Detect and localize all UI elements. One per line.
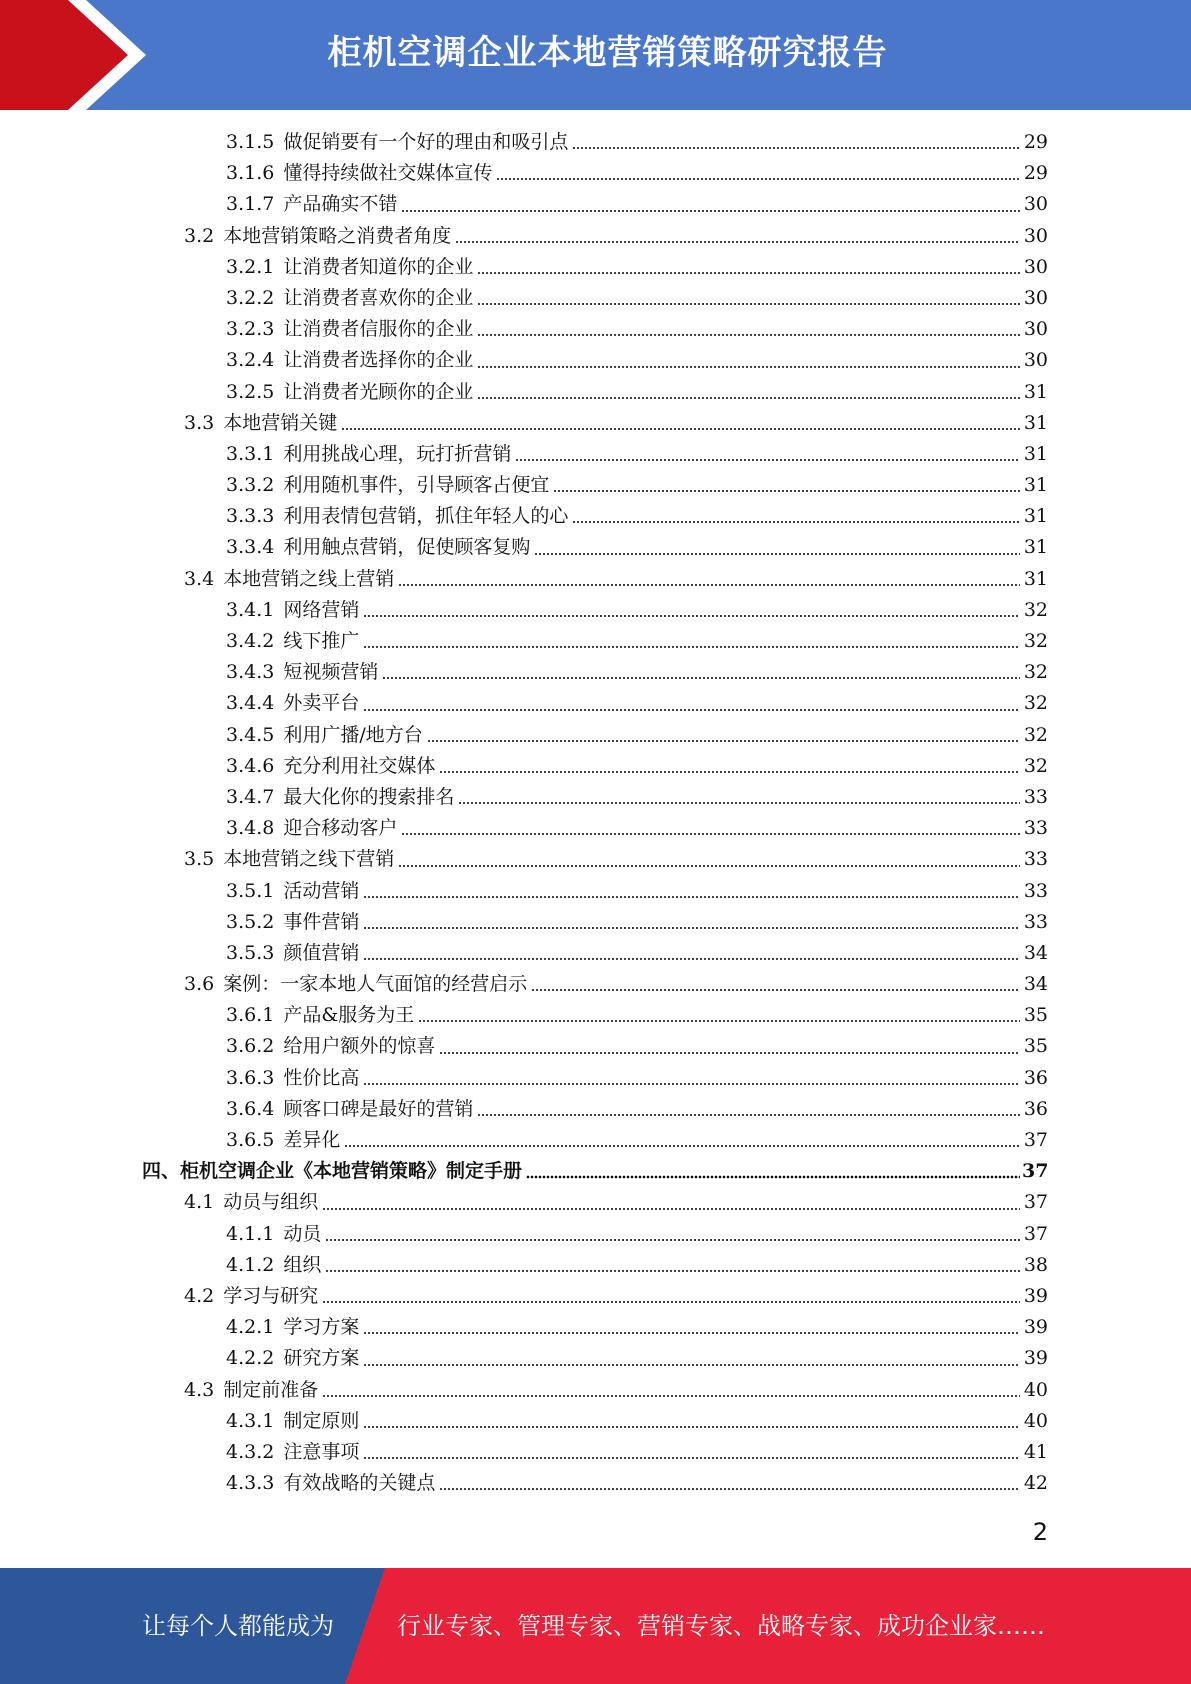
toc-entry-number: 3.5.3 bbox=[226, 941, 275, 964]
toc-entry[interactable] bbox=[0, 158, 1191, 189]
toc-entry-number: 3.4.4 bbox=[226, 692, 275, 715]
footer-slogan-left: 让每个人都能成为 bbox=[142, 1612, 334, 1640]
toc-entry-number: 3.4.3 bbox=[226, 661, 275, 684]
toc-entry-title: 利用随机事件，引导顾客占便宜 bbox=[283, 474, 550, 497]
toc-entry-page: 40 bbox=[1023, 1378, 1048, 1401]
toc-entry[interactable] bbox=[0, 1437, 1191, 1468]
toc-entry-number: 3.6.5 bbox=[226, 1129, 275, 1151]
toc-entry-title: 动员 bbox=[283, 1222, 322, 1245]
toc-dot-leader bbox=[363, 614, 1020, 618]
toc-entry-title: 充分利用社交媒体 bbox=[283, 754, 436, 777]
toc-entry-page: 32 bbox=[1023, 723, 1048, 746]
toc-entry-page: 32 bbox=[1023, 692, 1048, 715]
toc-entry-page: 30 bbox=[1023, 286, 1048, 309]
toc-entry-title: 利用表情包营销，抓住年轻人的心 bbox=[283, 505, 569, 528]
toc-entry-title: 产品&服务为王 bbox=[283, 1004, 415, 1027]
toc-entry[interactable] bbox=[0, 189, 1191, 220]
toc-entry[interactable] bbox=[0, 782, 1191, 813]
toc-entry-page: 39 bbox=[1023, 1347, 1048, 1370]
toc-entry-number: 3.2.2 bbox=[226, 286, 275, 309]
toc-entry[interactable] bbox=[0, 657, 1191, 688]
toc-dot-leader bbox=[363, 708, 1020, 712]
toc-dot-leader bbox=[325, 1238, 1020, 1242]
toc-entry-number: 3.3.3 bbox=[226, 505, 275, 528]
toc-entry-page: 36 bbox=[1023, 1097, 1048, 1120]
toc-entry-number: 3.1.7 bbox=[226, 193, 275, 216]
toc-entry-number: 3.4.8 bbox=[226, 817, 275, 840]
report-title: 柜机空调企业本地营销策略研究报告 bbox=[327, 33, 888, 73]
toc-dot-leader bbox=[572, 146, 1020, 150]
toc-entry-page: 31 bbox=[1023, 474, 1048, 497]
toc-entry-page: 35 bbox=[1023, 1035, 1048, 1058]
toc-entry[interactable] bbox=[0, 532, 1191, 563]
toc-entry-page: 31 bbox=[1023, 505, 1048, 528]
toc-entry[interactable] bbox=[0, 626, 1191, 657]
toc-dot-leader bbox=[439, 1051, 1020, 1055]
toc-dot-leader bbox=[363, 1363, 1020, 1367]
toc-entry-number: 3.6.3 bbox=[226, 1066, 275, 1089]
toc-entry-number: 3.2.4 bbox=[226, 349, 275, 372]
toc-entry[interactable] bbox=[0, 1312, 1191, 1343]
toc-entry-page: 34 bbox=[1023, 973, 1048, 996]
toc-entry-title: 最大化你的搜索排名 bbox=[283, 785, 455, 808]
toc-entry[interactable] bbox=[0, 377, 1191, 408]
toc-entry-page: 37 bbox=[1022, 1160, 1049, 1183]
toc-dot-leader bbox=[477, 271, 1020, 275]
toc-entry-title: 差异化 bbox=[283, 1129, 341, 1151]
toc-entry[interactable] bbox=[0, 720, 1191, 751]
toc-entry-number: 3.2.3 bbox=[226, 318, 275, 341]
toc-entry[interactable] bbox=[0, 1343, 1191, 1374]
toc-entry-title: 产品确实不错 bbox=[283, 193, 398, 216]
toc-dot-leader bbox=[526, 1175, 1020, 1179]
toc-entry-number: 4.2 bbox=[184, 1284, 215, 1307]
table-of-contents bbox=[0, 127, 1191, 1499]
toc-dot-leader bbox=[572, 520, 1020, 524]
toc-entry-page: 39 bbox=[1023, 1284, 1048, 1307]
toc-entry-page: 30 bbox=[1023, 255, 1048, 278]
toc-entry-title: 性价比高 bbox=[283, 1066, 360, 1089]
toc-entry-title: 制定前准备 bbox=[223, 1378, 319, 1401]
toc-dot-leader bbox=[322, 1207, 1020, 1211]
toc-entry[interactable] bbox=[0, 345, 1191, 376]
toc-entry[interactable] bbox=[0, 439, 1191, 470]
toc-entry-title: 四、柜机空调企业《本地营销策略》制定手册 bbox=[142, 1160, 523, 1183]
toc-entry[interactable] bbox=[0, 1219, 1191, 1250]
toc-entry[interactable] bbox=[0, 1156, 1191, 1187]
header-banner bbox=[0, 0, 1191, 110]
toc-entry-number: 4.1.1 bbox=[226, 1222, 275, 1245]
toc-entry-number: 4.3 bbox=[184, 1378, 215, 1401]
toc-entry-number: 4.1 bbox=[184, 1191, 215, 1214]
toc-entry-number: 3.5.1 bbox=[226, 879, 275, 902]
toc-entry-title: 让消费者选择你的企业 bbox=[283, 349, 474, 372]
toc-entry-page: 41 bbox=[1023, 1440, 1048, 1463]
toc-dot-leader bbox=[439, 1487, 1020, 1491]
toc-entry[interactable] bbox=[0, 907, 1191, 938]
toc-entry-page: 39 bbox=[1023, 1316, 1048, 1339]
toc-dot-leader bbox=[382, 676, 1020, 680]
toc-entry-number: 3.3.4 bbox=[226, 536, 275, 559]
toc-entry-number: 4.3.2 bbox=[226, 1440, 275, 1463]
toc-entry[interactable] bbox=[0, 876, 1191, 907]
toc-dot-leader bbox=[363, 1331, 1020, 1335]
toc-entry-number: 3.5.2 bbox=[226, 910, 275, 933]
toc-entry[interactable] bbox=[0, 1281, 1191, 1312]
toc-entry-number: 3.1.5 bbox=[226, 131, 275, 153]
toc-entry-page: 30 bbox=[1023, 224, 1048, 247]
toc-entry[interactable] bbox=[0, 564, 1191, 595]
toc-entry-title: 注意事项 bbox=[283, 1440, 360, 1463]
toc-dot-leader bbox=[534, 552, 1020, 556]
toc-entry[interactable] bbox=[0, 844, 1191, 875]
toc-entry[interactable] bbox=[0, 813, 1191, 844]
toc-entry-page: 31 bbox=[1023, 442, 1048, 465]
toc-dot-leader bbox=[496, 177, 1020, 181]
toc-dot-leader bbox=[477, 365, 1020, 369]
toc-entry-number: 3.4.5 bbox=[226, 723, 275, 746]
toc-dot-leader bbox=[553, 489, 1020, 493]
toc-entry-number: 4.3.3 bbox=[226, 1472, 275, 1495]
toc-entry-title: 懂得持续做社交媒体宣传 bbox=[283, 162, 493, 185]
toc-entry-title: 本地营销策略之消费者角度 bbox=[223, 224, 452, 247]
toc-entry[interactable] bbox=[0, 1468, 1191, 1499]
toc-dot-leader bbox=[363, 957, 1020, 961]
toc-entry-title: 迎合移动客户 bbox=[283, 817, 398, 840]
toc-entry-page: 40 bbox=[1023, 1409, 1048, 1432]
toc-entry[interactable] bbox=[0, 127, 1191, 158]
toc-entry[interactable] bbox=[0, 1406, 1191, 1437]
toc-entry-page: 33 bbox=[1023, 785, 1048, 808]
toc-entry-title: 让消费者喜欢你的企业 bbox=[283, 286, 474, 309]
toc-entry-page: 36 bbox=[1023, 1066, 1048, 1089]
toc-dot-leader bbox=[439, 770, 1020, 774]
toc-entry-page: 38 bbox=[1023, 1253, 1048, 1276]
toc-entry-title: 活动营销 bbox=[283, 879, 360, 902]
toc-entry-title: 动员与组织 bbox=[223, 1191, 319, 1214]
toc-dot-leader bbox=[531, 988, 1020, 992]
toc-entry-title: 网络营销 bbox=[283, 598, 360, 621]
toc-dot-leader bbox=[398, 864, 1020, 868]
toc-entry-title: 学习与研究 bbox=[223, 1284, 319, 1307]
toc-entry-page: 32 bbox=[1023, 598, 1048, 621]
toc-entry[interactable] bbox=[0, 1250, 1191, 1281]
page-number: 2 bbox=[1032, 1518, 1048, 1546]
toc-entry-number: 3.1.6 bbox=[226, 162, 275, 185]
toc-entry-number: 4.3.1 bbox=[226, 1409, 275, 1432]
toc-dot-leader bbox=[427, 739, 1020, 743]
toc-entry-number: 3.2.1 bbox=[226, 255, 275, 278]
toc-entry[interactable] bbox=[0, 1031, 1191, 1062]
toc-dot-leader bbox=[363, 895, 1020, 899]
toc-dot-leader bbox=[363, 1456, 1020, 1460]
toc-entry[interactable] bbox=[0, 595, 1191, 626]
toc-entry-page: 30 bbox=[1023, 193, 1048, 216]
toc-entry[interactable] bbox=[0, 501, 1191, 532]
toc-entry-page: 29 bbox=[1023, 162, 1048, 185]
toc-entry-number: 3.4.2 bbox=[226, 630, 275, 652]
toc-entry[interactable] bbox=[0, 751, 1191, 782]
toc-entry-title: 顾客口碑是最好的营销 bbox=[283, 1097, 474, 1120]
toc-entry[interactable] bbox=[0, 408, 1191, 439]
toc-entry-number: 3.6.2 bbox=[226, 1035, 275, 1058]
toc-dot-leader bbox=[363, 645, 1020, 649]
toc-entry-title: 做促销要有一个好的理由和吸引点 bbox=[283, 131, 569, 153]
toc-dot-leader bbox=[344, 1144, 1020, 1148]
toc-entry[interactable] bbox=[0, 1187, 1191, 1218]
toc-entry-title: 事件营销 bbox=[283, 910, 360, 933]
toc-dot-leader bbox=[322, 1300, 1020, 1304]
toc-entry-page: 37 bbox=[1023, 1129, 1048, 1151]
toc-dot-leader bbox=[363, 1082, 1020, 1086]
toc-dot-leader bbox=[418, 1019, 1020, 1023]
toc-entry-title: 利用广播/地方台 bbox=[283, 723, 423, 746]
toc-entry[interactable] bbox=[0, 1094, 1191, 1125]
toc-entry-title: 本地营销关键 bbox=[223, 411, 338, 434]
toc-entry-page: 37 bbox=[1023, 1222, 1048, 1245]
toc-entry-title: 让消费者知道你的企业 bbox=[283, 255, 474, 278]
toc-entry-page: 35 bbox=[1023, 1004, 1048, 1027]
toc-entry-title: 有效战略的关键点 bbox=[283, 1472, 436, 1495]
toc-entry-title: 让消费者信服你的企业 bbox=[283, 318, 474, 341]
toc-entry-title: 研究方案 bbox=[283, 1347, 360, 1370]
footer-banner bbox=[0, 1568, 1191, 1684]
toc-dot-leader bbox=[458, 801, 1020, 805]
toc-entry-title: 颜值营销 bbox=[283, 941, 360, 964]
toc-entry-title: 本地营销之线下营销 bbox=[223, 848, 395, 871]
toc-dot-leader bbox=[515, 458, 1020, 462]
toc-entry-page: 33 bbox=[1023, 879, 1048, 902]
toc-entry[interactable] bbox=[0, 938, 1191, 969]
toc-entry-page: 31 bbox=[1023, 536, 1048, 559]
toc-dot-leader bbox=[398, 583, 1020, 587]
toc-dot-leader bbox=[363, 926, 1020, 930]
toc-entry-title: 组织 bbox=[283, 1253, 322, 1276]
toc-entry-number: 4.2.1 bbox=[226, 1316, 275, 1339]
toc-entry-number: 3.6 bbox=[184, 973, 215, 996]
toc-entry[interactable] bbox=[0, 1063, 1191, 1094]
toc-entry-page: 32 bbox=[1023, 754, 1048, 777]
toc-entry-page: 30 bbox=[1023, 318, 1048, 341]
toc-entry[interactable] bbox=[0, 314, 1191, 345]
toc-entry-number: 3.6.1 bbox=[226, 1004, 275, 1027]
toc-entry-page: 29 bbox=[1023, 131, 1048, 153]
toc-entry[interactable] bbox=[0, 221, 1191, 252]
toc-dot-leader bbox=[363, 1425, 1020, 1429]
toc-entry-number: 3.5 bbox=[184, 848, 215, 871]
toc-entry[interactable] bbox=[0, 252, 1191, 283]
footer-slogan-right: 行业专家、管理专家、营销专家、战略专家、成功企业家…… bbox=[397, 1612, 1045, 1640]
toc-dot-leader bbox=[341, 427, 1020, 431]
toc-dot-leader bbox=[477, 396, 1020, 400]
toc-entry-number: 3.4.1 bbox=[226, 598, 275, 621]
toc-entry-page: 32 bbox=[1023, 661, 1048, 684]
toc-dot-leader bbox=[325, 1269, 1020, 1273]
toc-entry-title: 线下推广 bbox=[283, 630, 360, 652]
toc-dot-leader bbox=[322, 1394, 1020, 1398]
toc-dot-leader bbox=[477, 1113, 1020, 1117]
toc-entry-page: 31 bbox=[1023, 411, 1048, 434]
toc-entry[interactable] bbox=[0, 470, 1191, 501]
toc-entry-page: 30 bbox=[1023, 349, 1048, 372]
toc-dot-leader bbox=[455, 240, 1020, 244]
toc-entry-page: 32 bbox=[1023, 630, 1048, 652]
toc-entry-number: 3.3.2 bbox=[226, 474, 275, 497]
toc-entry-number: 4.1.2 bbox=[226, 1253, 275, 1276]
toc-entry-page: 31 bbox=[1023, 380, 1048, 403]
toc-entry-number: 3.2 bbox=[184, 224, 215, 247]
toc-entry-page: 33 bbox=[1023, 910, 1048, 933]
toc-entry-page: 33 bbox=[1023, 848, 1048, 871]
toc-entry-title: 本地营销之线上营销 bbox=[223, 567, 395, 590]
toc-dot-leader bbox=[477, 302, 1020, 306]
toc-entry-title: 利用触点营销，促使顾客复购 bbox=[283, 536, 531, 559]
toc-entry-number: 3.3.1 bbox=[226, 442, 275, 465]
toc-dot-leader bbox=[401, 209, 1020, 213]
toc-entry-title: 短视频营销 bbox=[283, 661, 379, 684]
toc-entry-page: 31 bbox=[1023, 567, 1048, 590]
toc-entry-number: 3.6.4 bbox=[226, 1097, 275, 1120]
toc-entry-number: 4.2.2 bbox=[226, 1347, 275, 1370]
toc-entry[interactable] bbox=[0, 283, 1191, 314]
toc-entry[interactable] bbox=[0, 969, 1191, 1000]
toc-dot-leader bbox=[477, 333, 1020, 337]
toc-entry-page: 37 bbox=[1023, 1191, 1048, 1214]
toc-entry-page: 42 bbox=[1023, 1472, 1048, 1495]
toc-entry-number: 3.4.6 bbox=[226, 754, 275, 777]
toc-entry-number: 3.4 bbox=[184, 567, 215, 590]
toc-entry[interactable] bbox=[0, 1000, 1191, 1031]
toc-entry-title: 案例：一家本地人气面馆的经营启示 bbox=[223, 973, 528, 996]
toc-entry[interactable] bbox=[0, 1375, 1191, 1406]
toc-entry-number: 3.4.7 bbox=[226, 785, 275, 808]
toc-entry-page: 34 bbox=[1023, 941, 1048, 964]
toc-entry-title: 学习方案 bbox=[283, 1316, 360, 1339]
toc-entry-page: 33 bbox=[1023, 817, 1048, 840]
toc-entry-number: 3.2.5 bbox=[226, 380, 275, 403]
toc-entry-title: 利用挑战心理，玩打折营销 bbox=[283, 442, 512, 465]
toc-entry-title: 外卖平台 bbox=[283, 692, 360, 715]
toc-entry-title: 制定原则 bbox=[283, 1409, 360, 1432]
toc-entry-number: 3.3 bbox=[184, 411, 215, 434]
toc-entry-title: 给用户额外的惊喜 bbox=[283, 1035, 436, 1058]
toc-entry-title: 让消费者光顾你的企业 bbox=[283, 380, 474, 403]
toc-entry[interactable] bbox=[0, 688, 1191, 719]
toc-dot-leader bbox=[401, 832, 1020, 836]
toc-entry[interactable] bbox=[0, 1125, 1191, 1156]
